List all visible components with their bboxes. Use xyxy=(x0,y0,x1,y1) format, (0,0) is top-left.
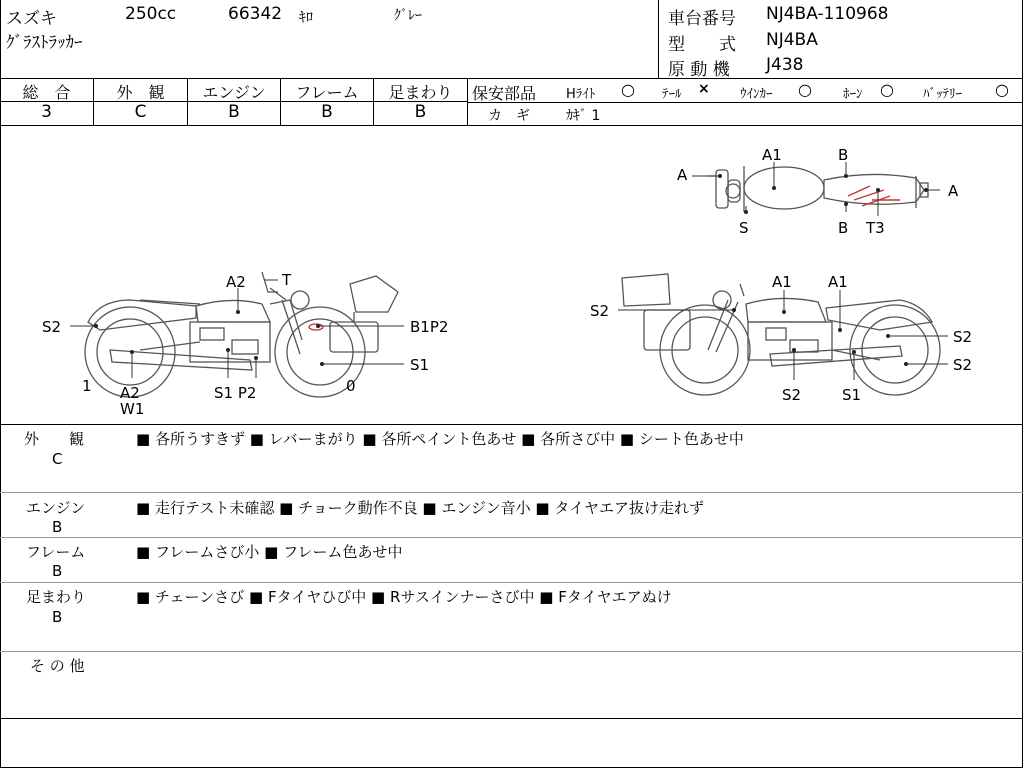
grade-label-engine: エンジン xyxy=(202,83,266,102)
left-label-a2-bottom: A2 xyxy=(120,384,140,402)
safety-headlight-mark: ○ xyxy=(621,80,635,99)
mileage-unit: ｷﾛ xyxy=(299,10,313,26)
displacement: 250cc xyxy=(125,4,177,24)
grade-value-engine: B xyxy=(228,102,240,122)
safety-horn-mark: ○ xyxy=(880,80,894,99)
note-category-frame: フレーム xyxy=(26,543,86,561)
grade-value-frame: B xyxy=(321,102,333,122)
top-label-b-bottom: B xyxy=(838,219,849,237)
note-category-other: そ の 他 xyxy=(30,657,85,675)
right-label-a1-b: A1 xyxy=(828,273,848,291)
top-label-a-left: A xyxy=(677,166,688,184)
left-label-a2: A2 xyxy=(226,273,246,291)
note-grade-exterior: C xyxy=(52,450,63,468)
safety-battery-label: ﾊﾞｯﾃﾘｰ xyxy=(923,87,962,102)
top-label-b-top: B xyxy=(838,146,849,164)
left-label-0: 0 xyxy=(346,377,356,395)
make: スズキ xyxy=(6,9,57,29)
safety-horn-label: ﾎｰﾝ xyxy=(843,87,863,102)
frame-number-label: 車台番号 xyxy=(668,9,736,29)
grade-label-frame: フレーム xyxy=(295,83,359,102)
right-label-s2-r2: S2 xyxy=(953,356,973,374)
note-grade-engine: B xyxy=(52,518,63,536)
safety-label: 保安部品 xyxy=(472,84,537,103)
top-label-a1: A1 xyxy=(762,146,782,164)
left-label-b1p2: B1P2 xyxy=(410,318,449,336)
left-label-t: T xyxy=(282,271,292,289)
right-label-s2-bottom: S2 xyxy=(782,386,802,404)
key-value: ｶｷﾞ 1 xyxy=(566,108,601,124)
frame-number: NJ4BA-110968 xyxy=(766,4,889,24)
engine-model-value: J438 xyxy=(766,55,804,75)
diagram-divider xyxy=(0,424,1023,425)
right-label-s2-r1: S2 xyxy=(953,328,973,346)
grade-value-suspension: B xyxy=(414,102,427,122)
safety-tail-label: ﾃｰﾙ xyxy=(662,87,682,102)
grade-label-exterior: 外 観 xyxy=(116,83,165,102)
grade-value-overall: 3 xyxy=(41,102,52,122)
type-label: 型 式 xyxy=(668,35,736,55)
right-label-s2-left: S2 xyxy=(590,302,610,320)
engine-model-label: 原 動 機 xyxy=(668,60,730,80)
note-items-frame: ■ フレームさび小 ■ フレーム色あせ中 xyxy=(136,543,403,561)
bottom-divider xyxy=(0,718,1023,719)
left-label-s1p2: S1 P2 xyxy=(214,384,257,402)
type-value: NJ4BA xyxy=(766,30,818,50)
left-label-1: 1 xyxy=(82,377,92,395)
grade-label-suspension: 足まわり xyxy=(388,83,453,102)
right-side-motorcycle xyxy=(622,274,940,395)
header-col-divider xyxy=(658,0,659,78)
note-category-engine: エンジン xyxy=(26,499,86,517)
safety-mid-line xyxy=(467,102,1023,103)
top-label-a-right: A xyxy=(948,182,959,200)
note-items-engine: ■ 走行テスト未確認 ■ チョーク動作不良 ■ エンジン音小 ■ タイヤエア抜け走れず xyxy=(136,499,705,517)
damage-diagram xyxy=(0,126,1022,424)
header-divider xyxy=(0,78,1023,79)
note-grade-suspension: B xyxy=(52,608,63,626)
right-label-s1-bottom: S1 xyxy=(842,386,862,404)
top-label-s: S xyxy=(739,219,749,237)
grade-value-exterior: C xyxy=(134,102,147,122)
left-label-w1: W1 xyxy=(120,400,145,418)
note-category-exterior: 外 観 xyxy=(24,430,85,448)
right-label-a1-a: A1 xyxy=(772,273,792,291)
safety-headlight-label: Hﾗｲﾄ xyxy=(566,87,596,102)
note-items-exterior: ■ 各所うすきず ■ レバーまがり ■ 各所ペイント色あせ ■ 各所さび中 ■ シート色あせ中 xyxy=(136,430,744,448)
safety-winker-mark: ○ xyxy=(798,80,812,99)
safety-winker-label: ｳｲﾝｶｰ xyxy=(740,87,773,102)
top-view-motorcycle xyxy=(706,166,928,212)
model-name: ｸﾞﾗｽﾄﾗｯｶｰ xyxy=(6,33,83,53)
note-grade-frame: B xyxy=(52,562,63,580)
top-label-t3: T3 xyxy=(866,219,885,237)
safety-tail-mark: × xyxy=(698,81,710,97)
safety-battery-mark: ○ xyxy=(995,80,1009,99)
key-label: カ ギ xyxy=(488,108,530,124)
left-label-s2: S2 xyxy=(42,318,62,336)
mileage: 66342 xyxy=(228,4,283,24)
right-border xyxy=(1022,0,1023,768)
left-label-s1: S1 xyxy=(410,356,430,374)
color: ｸﾞﾚｰ xyxy=(394,8,422,24)
grade-label-overall: 総 合 xyxy=(22,83,71,102)
note-category-suspension: 足まわり xyxy=(26,588,87,606)
note-items-suspension: ■ チェーンさび ■ Fタイヤひび中 ■ Rサスインナーさび中 ■ Fタイヤエアぬけ xyxy=(136,588,672,606)
